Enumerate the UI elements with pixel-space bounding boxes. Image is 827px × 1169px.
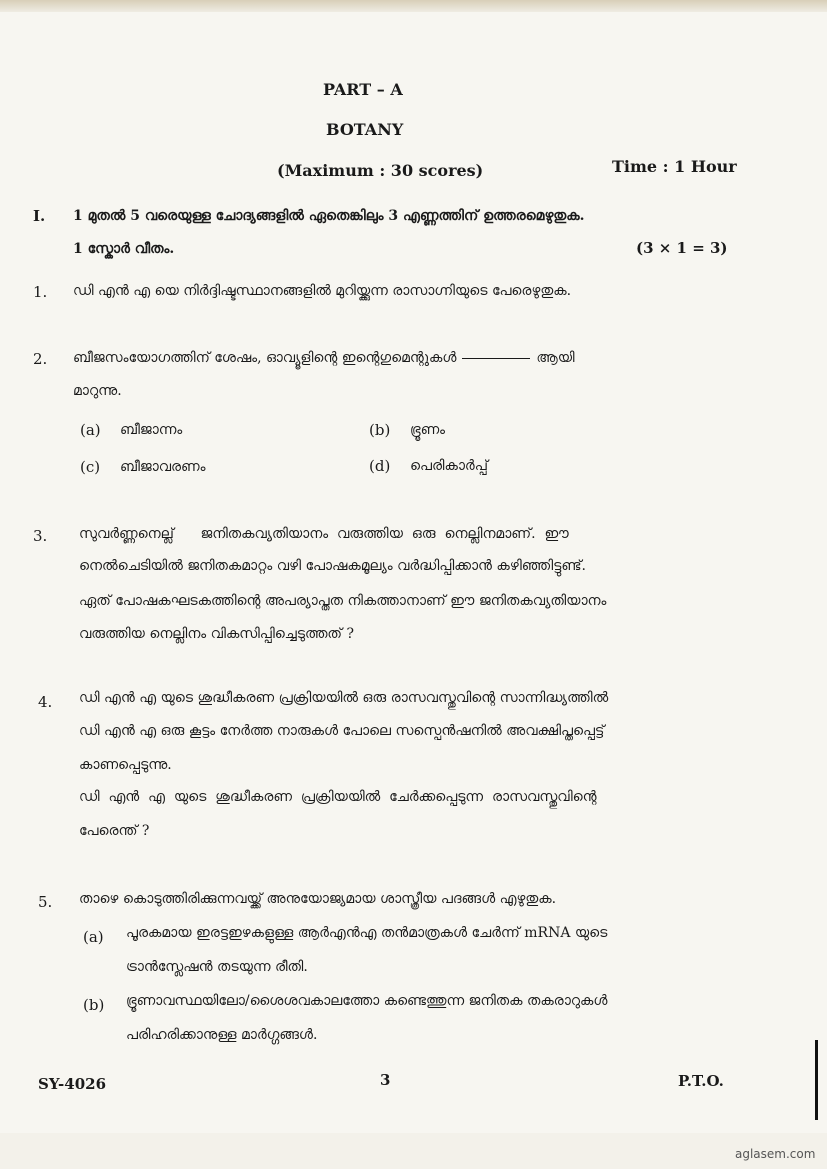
- question-text: ഡി എൻ എ യുടെ ശുദ്ധീകരണ പ്രക്രിയയിൽ ഒരു രാസവസ്തുവിന്റെ സാന്നിദ്ധ്യത്തിൽ: [79, 690, 609, 706]
- top-edge: [0, 0, 827, 12]
- section-numeral: I.: [33, 207, 46, 225]
- option-text: ഭ്രൂണം: [410, 422, 446, 438]
- question-number: 2.: [33, 350, 48, 368]
- sub-question-text: ഭ്രൂണാവസ്ഥയിലോ/ശൈശവകാലത്തോ കണ്ടെത്തുന്ന ജനിതക തകരാറുകൾ: [126, 993, 608, 1009]
- question-text: ഡി എൻ എ യെ നിർദ്ദിഷ്ടസ്ഥാനങ്ങളിൽ മുറിയ്ക്കുന്ന രാസാഗ്നിയുടെ പേരെഴുതുക.: [73, 283, 572, 299]
- question-text: ഡി എൻ എ യുടെ ശുദ്ധീകരണ പ്രക്രിയയിൽ ചേർക്കപ്പെടുന്ന രാസവസ്തുവിന്റെ: [79, 789, 597, 805]
- max-scores: (Maximum : 30 scores): [277, 161, 484, 180]
- part-heading: PART – A: [323, 80, 403, 99]
- section-instruction-line1: 1 മുതൽ 5 വരെയുള്ള ചോദ്യങ്ങളിൽ ഏതെങ്കിലും 3 എണ്ണത്തിന് ഉത്തരമെഴുതുക.: [73, 208, 585, 224]
- question-text: [73, 348, 693, 368]
- question-text: കാണപ്പെടുന്നു.: [79, 757, 172, 773]
- question-text: ഡി എൻ എ ഒരു കൂട്ടം നേർത്ത നാരുകൾ പോലെ സസ്പെൻഷനിൽ അവക്ഷിപ്തപ്പെട്ട്: [79, 723, 605, 739]
- sub-question-text: ട്രാൻസ്ലേഷൻ തടയുന്ന രീതി.: [126, 959, 308, 975]
- question-text: മാറുന്നു.: [73, 383, 122, 399]
- question-number: 3.: [33, 527, 48, 545]
- sub-question-label: (b): [83, 996, 105, 1014]
- margin-rule: [815, 1040, 818, 1120]
- question-text: ഏത് പോഷകഘടകത്തിന്റെ അപര്യാപ്തത നികത്താനാണ് ഈ ജനിതകവ്യതിയാനം: [79, 593, 607, 609]
- option-label: (a): [80, 421, 101, 439]
- footer-band: [0, 1133, 827, 1169]
- answer-blank: [462, 358, 530, 359]
- question-text: പേരെന്ത് ?: [79, 823, 150, 839]
- section-marks: (3 × 1 = 3): [636, 239, 728, 257]
- watermark: aglasem.com: [735, 1147, 816, 1161]
- sub-question-text: പൂരകമായ ഇരട്ടഇഴകളുള്ള ആർഎൻഎ തൻമാത്രകൾ ചേർന്ന് mRNA യുടെ: [126, 925, 608, 941]
- question-text: സുവർണ്ണനെല്ല് ജനിതകവ്യതിയാനം വരുത്തിയ ഒരു നെല്ലിനമാണ്. ഈ: [79, 526, 569, 542]
- question-text-part: ആയി: [536, 350, 575, 366]
- subject-heading: BOTANY: [326, 120, 404, 139]
- page-number: 3: [380, 1071, 391, 1089]
- question-text: താഴെ കൊടുത്തിരിക്കുന്നവയ്ക്ക് അനുയോജ്യമായ ശാസ്ത്രീയ പദങ്ങൾ എഴുതുക.: [79, 891, 557, 907]
- paper-code: SY-4026: [38, 1075, 107, 1093]
- question-text-part: ബീജസംയോഗത്തിന് ശേഷം, ഓവ്യൂളിന്റെ ഇന്റെഗുമെന്റുകൾ: [73, 350, 457, 366]
- pto-label: P.T.O.: [678, 1072, 724, 1090]
- option-label: (b): [369, 421, 391, 439]
- question-number: 4.: [38, 693, 53, 711]
- question-text: നെൽചെടിയിൽ ജനിതകമാറ്റം വഴി പോഷകമൂല്യം വർദ്ധിപ്പിക്കാൻ കഴിഞ്ഞിട്ടുണ്ട്.: [79, 558, 586, 574]
- question-number: 1.: [33, 283, 48, 301]
- option-label: (d): [369, 457, 391, 475]
- option-text: ബീജാന്നം: [120, 422, 183, 438]
- section-instruction-line2: 1 സ്കോർ വീതം.: [73, 241, 175, 257]
- option-text: ബീജാവരണം: [120, 459, 206, 475]
- question-text: വരുത്തിയ നെല്ലിനം വികസിപ്പിച്ചെടുത്തത് ?: [79, 626, 354, 642]
- sub-question-text: പരിഹരിക്കാനുള്ള മാർഗ്ഗങ്ങൾ.: [126, 1027, 318, 1043]
- option-text: പെരികാർപ്പ്: [410, 458, 488, 474]
- option-label: (c): [80, 458, 101, 476]
- question-number: 5.: [38, 893, 53, 911]
- sub-question-label: (a): [83, 928, 104, 946]
- time-limit: Time : 1 Hour: [612, 157, 737, 176]
